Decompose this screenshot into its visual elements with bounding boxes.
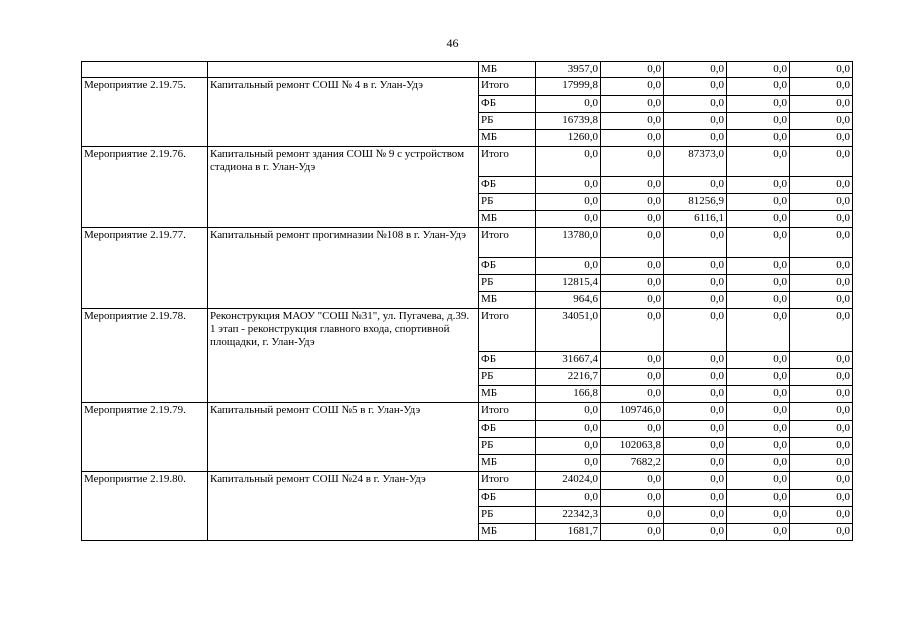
value-cell: 7682,2 — [601, 455, 664, 472]
fund-cell: ФБ — [479, 490, 536, 507]
table-row — [82, 228, 853, 258]
value-cell: 0,0 — [536, 421, 601, 438]
value-cell: 0,0 — [664, 421, 727, 438]
value-cell: 0,0 — [727, 194, 790, 211]
value-cell: 0,0 — [664, 96, 727, 113]
value-cell: 13780,0 — [536, 228, 601, 258]
value-cell: 0,0 — [790, 524, 853, 541]
value-cell: 0,0 — [601, 309, 664, 352]
fund-cell: ФБ — [479, 352, 536, 369]
measure-code: Мероприятие 2.19.75. — [82, 78, 208, 147]
value-cell: 0,0 — [664, 524, 727, 541]
value-cell: 0,0 — [664, 309, 727, 352]
fund-cell: Итого — [479, 228, 536, 258]
value-cell: 0,0 — [790, 421, 853, 438]
value-cell: 0,0 — [601, 472, 664, 490]
fund-cell: РБ — [479, 194, 536, 211]
value-cell: 0,0 — [790, 455, 853, 472]
value-cell: 0,0 — [664, 228, 727, 258]
value-cell: 0,0 — [727, 147, 790, 177]
value-cell: 0,0 — [790, 292, 853, 309]
value-cell: 0,0 — [727, 113, 790, 130]
measure-title: Капитальный ремонт СОШ №24 в г. Улан-Удэ — [208, 472, 479, 541]
value-cell: 0,0 — [664, 438, 727, 455]
value-cell: 0,0 — [664, 113, 727, 130]
empty-cell — [208, 62, 479, 78]
fund-cell: ФБ — [479, 421, 536, 438]
value-cell: 0,0 — [664, 455, 727, 472]
value-cell: 0,0 — [790, 472, 853, 490]
value-cell: 0,0 — [790, 147, 853, 177]
value-cell: 0,0 — [601, 524, 664, 541]
value-cell: 0,0 — [727, 352, 790, 369]
value-cell: 31667,4 — [536, 352, 601, 369]
value-cell: 0,0 — [727, 403, 790, 421]
value-cell: 0,0 — [664, 369, 727, 386]
value-cell: 0,0 — [727, 490, 790, 507]
table-row — [82, 472, 853, 490]
value-cell: 0,0 — [727, 369, 790, 386]
value-cell: 0,0 — [727, 386, 790, 403]
value-cell: 0,0 — [601, 490, 664, 507]
value-cell: 0,0 — [790, 258, 853, 275]
value-cell: 0,0 — [727, 472, 790, 490]
value-cell: 0,0 — [601, 96, 664, 113]
value-cell: 3957,0 — [536, 62, 601, 78]
value-cell: 0,0 — [727, 275, 790, 292]
value-cell: 0,0 — [601, 228, 664, 258]
table-row — [82, 309, 853, 352]
value-cell: 0,0 — [727, 130, 790, 147]
measure-code: Мероприятие 2.19.77. — [82, 228, 208, 309]
value-cell: 0,0 — [727, 309, 790, 352]
value-cell: 109746,0 — [601, 403, 664, 421]
fund-cell: РБ — [479, 113, 536, 130]
value-cell: 0,0 — [601, 386, 664, 403]
value-cell: 0,0 — [727, 421, 790, 438]
table-row — [82, 78, 853, 96]
value-cell: 16739,8 — [536, 113, 601, 130]
value-cell: 81256,9 — [664, 194, 727, 211]
fund-cell: РБ — [479, 507, 536, 524]
value-cell: 0,0 — [664, 472, 727, 490]
value-cell: 0,0 — [727, 96, 790, 113]
fund-cell: МБ — [479, 211, 536, 228]
value-cell: 17999,8 — [536, 78, 601, 96]
value-cell: 0,0 — [790, 96, 853, 113]
value-cell: 0,0 — [601, 211, 664, 228]
value-cell: 0,0 — [664, 62, 727, 78]
measure-title: Капитальный ремонт СОШ № 4 в г. Улан-Удэ — [208, 78, 479, 147]
value-cell: 0,0 — [601, 130, 664, 147]
fund-cell: Итого — [479, 472, 536, 490]
value-cell: 0,0 — [664, 386, 727, 403]
value-cell: 0,0 — [727, 438, 790, 455]
measure-title: Капитальный ремонт СОШ №5 в г. Улан-Удэ — [208, 403, 479, 472]
value-cell: 0,0 — [790, 369, 853, 386]
fund-cell: ФБ — [479, 258, 536, 275]
value-cell: 0,0 — [536, 96, 601, 113]
fund-cell: Итого — [479, 403, 536, 421]
fund-cell: ФБ — [479, 96, 536, 113]
value-cell: 34051,0 — [536, 309, 601, 352]
fund-cell: Итого — [479, 78, 536, 96]
value-cell: 0,0 — [727, 292, 790, 309]
value-cell: 0,0 — [536, 147, 601, 177]
value-cell: 0,0 — [536, 194, 601, 211]
value-cell: 0,0 — [601, 78, 664, 96]
value-cell: 0,0 — [536, 490, 601, 507]
value-cell: 0,0 — [601, 177, 664, 194]
page-number: 46 — [446, 36, 459, 50]
value-cell: 22342,3 — [536, 507, 601, 524]
value-cell: 0,0 — [601, 275, 664, 292]
fund-cell: РБ — [479, 275, 536, 292]
value-cell: 0,0 — [790, 275, 853, 292]
value-cell: 0,0 — [664, 403, 727, 421]
value-cell: 0,0 — [727, 228, 790, 258]
value-cell: 0,0 — [664, 292, 727, 309]
value-cell: 0,0 — [727, 62, 790, 78]
fund-cell: РБ — [479, 438, 536, 455]
value-cell: 0,0 — [664, 352, 727, 369]
value-cell: 0,0 — [727, 78, 790, 96]
value-cell: 0,0 — [536, 438, 601, 455]
value-cell: 0,0 — [664, 275, 727, 292]
value-cell: 0,0 — [601, 194, 664, 211]
value-cell: 102063,8 — [601, 438, 664, 455]
value-cell: 0,0 — [601, 507, 664, 524]
value-cell: 0,0 — [790, 438, 853, 455]
value-cell: 0,0 — [790, 352, 853, 369]
value-cell: 0,0 — [790, 386, 853, 403]
measure-code: Мероприятие 2.19.78. — [82, 309, 208, 403]
value-cell: 0,0 — [664, 490, 727, 507]
value-cell: 0,0 — [790, 113, 853, 130]
value-cell: 0,0 — [790, 78, 853, 96]
measure-title: Реконструкция МАОУ "СОШ №31", ул. Пугачева, д.39. 1 этап - реконструкция главного входа, спортивной площадки, г. Улан-Удэ — [208, 309, 479, 403]
value-cell: 0,0 — [601, 258, 664, 275]
value-cell: 0,0 — [601, 352, 664, 369]
value-cell: 0,0 — [601, 292, 664, 309]
value-cell: 0,0 — [790, 194, 853, 211]
value-cell: 0,0 — [727, 258, 790, 275]
measure-title: Капитальный ремонт прогимназии №108 в г. Улан-Удэ — [208, 228, 479, 309]
value-cell: 0,0 — [790, 507, 853, 524]
value-cell: 0,0 — [664, 258, 727, 275]
value-cell: 87373,0 — [664, 147, 727, 177]
value-cell: 0,0 — [727, 507, 790, 524]
value-cell: 1260,0 — [536, 130, 601, 147]
value-cell: 0,0 — [601, 147, 664, 177]
value-cell: 964,6 — [536, 292, 601, 309]
fund-cell: МБ — [479, 130, 536, 147]
value-cell: 0,0 — [536, 455, 601, 472]
fund-cell: Итого — [479, 147, 536, 177]
value-cell: 0,0 — [790, 228, 853, 258]
value-cell: 0,0 — [790, 211, 853, 228]
value-cell: 24024,0 — [536, 472, 601, 490]
value-cell: 0,0 — [790, 490, 853, 507]
table-row — [82, 147, 853, 177]
value-cell: 12815,4 — [536, 275, 601, 292]
value-cell: 0,0 — [790, 130, 853, 147]
fund-cell: РБ — [479, 369, 536, 386]
value-cell: 6116,1 — [664, 211, 727, 228]
value-cell: 0,0 — [601, 421, 664, 438]
value-cell: 2216,7 — [536, 369, 601, 386]
fund-cell: ФБ — [479, 177, 536, 194]
value-cell: 0,0 — [536, 403, 601, 421]
value-cell: 0,0 — [790, 309, 853, 352]
fund-cell: МБ — [479, 62, 536, 78]
value-cell: 0,0 — [790, 403, 853, 421]
value-cell: 0,0 — [536, 211, 601, 228]
value-cell: 0,0 — [727, 177, 790, 194]
value-cell: 166,8 — [536, 386, 601, 403]
value-cell: 0,0 — [664, 507, 727, 524]
value-cell: 0,0 — [790, 62, 853, 78]
value-cell: 0,0 — [664, 130, 727, 147]
measure-title: Капитальный ремонт здания СОШ № 9 с устройством стадиона в г. Улан-Удэ — [208, 147, 479, 228]
fund-cell: МБ — [479, 524, 536, 541]
value-cell: 0,0 — [727, 455, 790, 472]
value-cell: 0,0 — [664, 78, 727, 96]
value-cell: 0,0 — [536, 177, 601, 194]
fund-cell: МБ — [479, 292, 536, 309]
fund-cell: МБ — [479, 386, 536, 403]
value-cell: 0,0 — [601, 369, 664, 386]
measure-code: Мероприятие 2.19.76. — [82, 147, 208, 228]
value-cell: 0,0 — [664, 177, 727, 194]
value-cell: 0,0 — [790, 177, 853, 194]
budget-table — [81, 61, 853, 541]
fund-cell: МБ — [479, 455, 536, 472]
value-cell: 0,0 — [601, 113, 664, 130]
measure-code: Мероприятие 2.19.80. — [82, 472, 208, 541]
table-row — [82, 62, 853, 78]
measure-code: Мероприятие 2.19.79. — [82, 403, 208, 472]
value-cell: 1681,7 — [536, 524, 601, 541]
value-cell: 0,0 — [727, 211, 790, 228]
value-cell: 0,0 — [536, 258, 601, 275]
empty-cell — [82, 62, 208, 78]
table-row — [82, 403, 853, 421]
value-cell: 0,0 — [727, 524, 790, 541]
fund-cell: Итого — [479, 309, 536, 352]
value-cell: 0,0 — [601, 62, 664, 78]
